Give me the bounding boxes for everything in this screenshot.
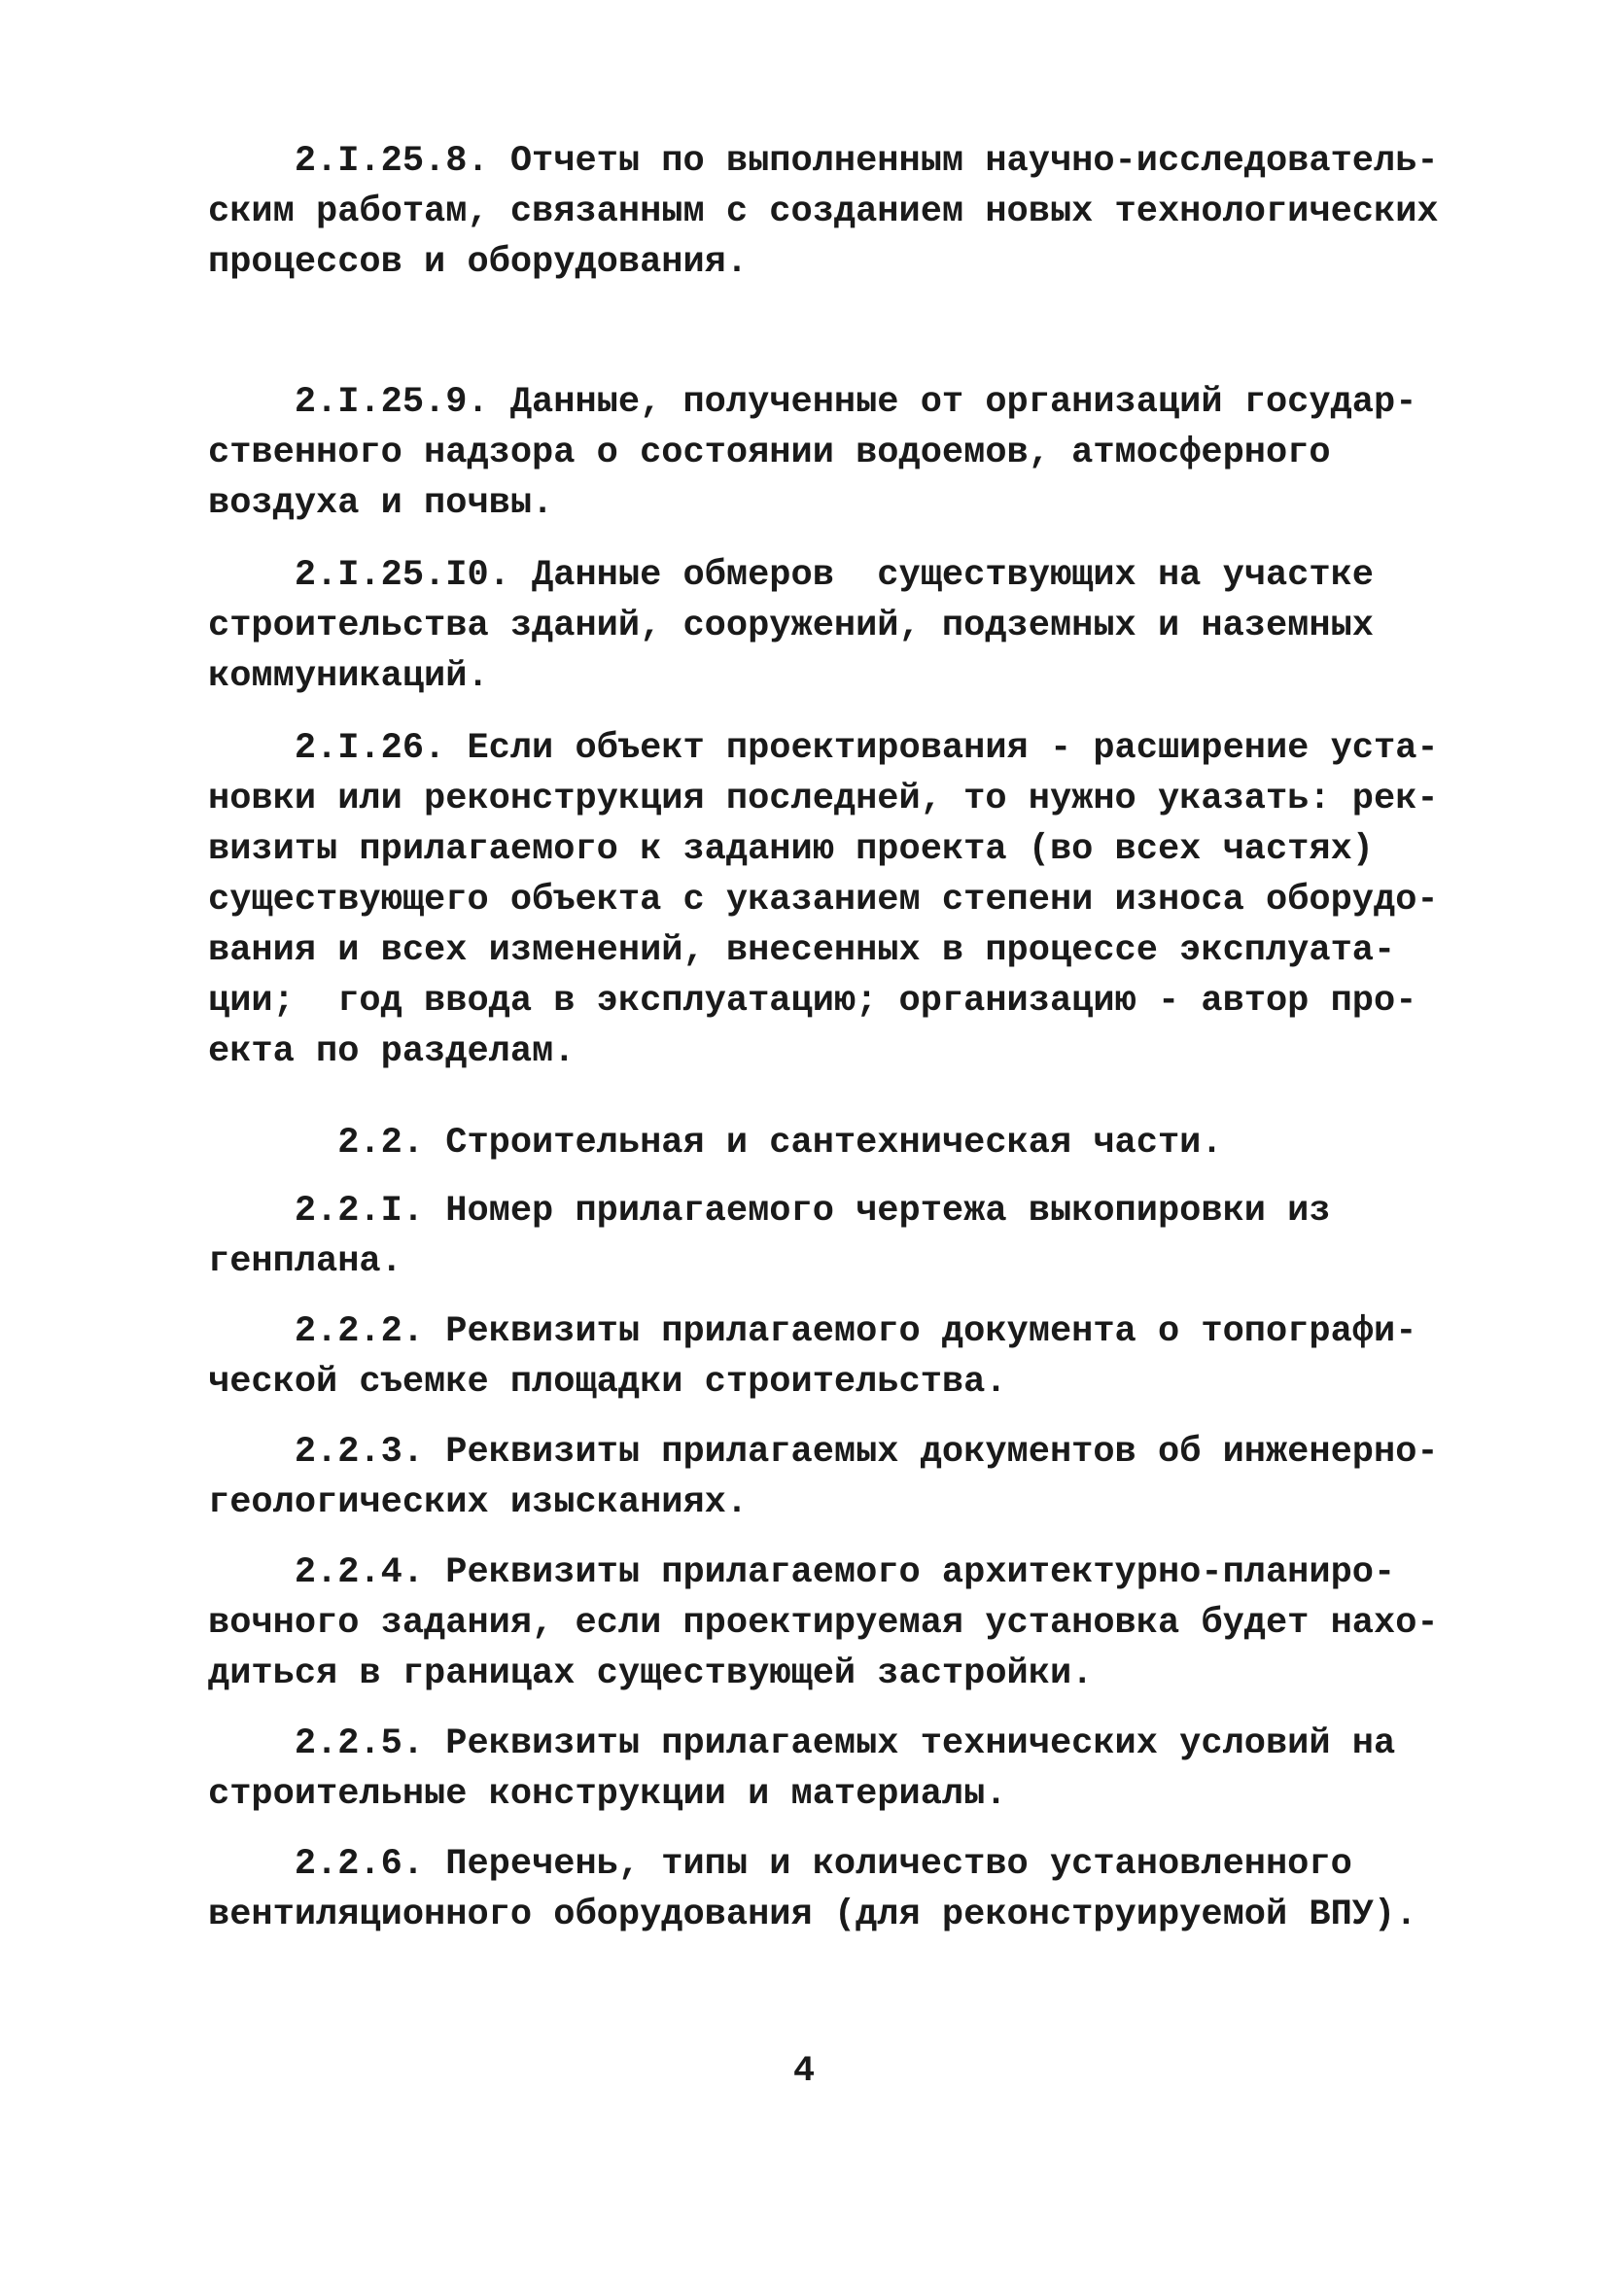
- text-line: 2.2.6. Перечень, типы и количество установленного: [208, 1844, 1352, 1885]
- text-line: геологических изысканиях.: [208, 1482, 749, 1523]
- text-line: новки или реконструкция последней, то нужно указать: рек-: [208, 779, 1439, 819]
- section-heading-2-2: [208, 1118, 1414, 1168]
- paragraph-2-1-26: [208, 723, 1439, 1077]
- paragraph-2-2-5: [208, 1719, 1414, 1820]
- text-line: строительные конструкции и материалы.: [208, 1774, 1007, 1815]
- text-line: процессов и оборудования.: [208, 242, 749, 283]
- paragraph-2-2-6: [208, 1839, 1417, 1940]
- page-number: 4: [792, 2051, 816, 2092]
- text-line: коммуникаций.: [208, 656, 489, 697]
- text-line: 2.2.3. Реквизиты прилагаемых документов об инженерно-: [208, 1432, 1439, 1473]
- paragraph-2-2-2: [208, 1306, 1417, 1408]
- text-line: вочного задания, если проектируемая установка будет нахо-: [208, 1603, 1439, 1644]
- paragraph-2-1-25-9: [208, 377, 1417, 529]
- text-line: 2.2.2. Реквизиты прилагаемого документа о топографи-: [208, 1311, 1417, 1352]
- text-line: 2.2.4. Реквизиты прилагаемого архитектурно-планиро-: [208, 1552, 1396, 1593]
- text-line: 2.I.25.I0. Данные обмеров существующих на участке: [208, 555, 1374, 596]
- text-line: визиты прилагаемого к заданию проекта (во всех частях): [208, 829, 1374, 870]
- text-line: ческой съемке площадки строительства.: [208, 1362, 1007, 1403]
- text-line: 2.2.I. Номер прилагаемого чертежа выкопировки из: [208, 1191, 1331, 1232]
- paragraph-2-2-1: [208, 1186, 1414, 1287]
- text-line: вания и всех изменений, внесенных в процессе эксплуата-: [208, 930, 1396, 971]
- text-line: 2.I.25.9. Данные, полученные от организаций государ-: [208, 382, 1417, 423]
- paragraph-2-1-25-8: [208, 136, 1439, 288]
- text-line: строительства зданий, сооружений, подземных и наземных: [208, 606, 1374, 646]
- paragraph-2-2-4: [208, 1548, 1439, 1699]
- section-heading: 2.2. Строительная и сантехническая части.: [208, 1123, 1223, 1164]
- text-line: диться в границах существующей застройки.: [208, 1653, 1094, 1694]
- text-line: генплана.: [208, 1241, 402, 1282]
- text-line: 2.2.5. Реквизиты прилагаемых технических условий на: [208, 1723, 1396, 1764]
- paragraph-2-2-3: [208, 1427, 1439, 1528]
- text-line: екта по разделам.: [208, 1031, 576, 1072]
- text-line: 2.I.25.8. Отчеты по выполненным научно-исследователь-: [208, 141, 1439, 182]
- text-line: ции; год ввода в эксплуатацию; организацию - автор про-: [208, 981, 1417, 1022]
- text-line: 2.I.26. Если объект проектирования - расширение уста-: [208, 728, 1439, 769]
- text-line: существующего объекта с указанием степени износа оборудо-: [208, 880, 1439, 921]
- text-line: ственного надзора о состоянии водоемов, атмосферного: [208, 433, 1331, 473]
- text-line: воздуха и почвы.: [208, 483, 554, 524]
- paragraph-2-1-25-10: [208, 550, 1414, 702]
- text-line: ским работам, связанным с созданием новых технологических: [208, 191, 1439, 232]
- text-line: вентиляционного оборудования (для реконструируемой ВПУ).: [208, 1895, 1417, 1935]
